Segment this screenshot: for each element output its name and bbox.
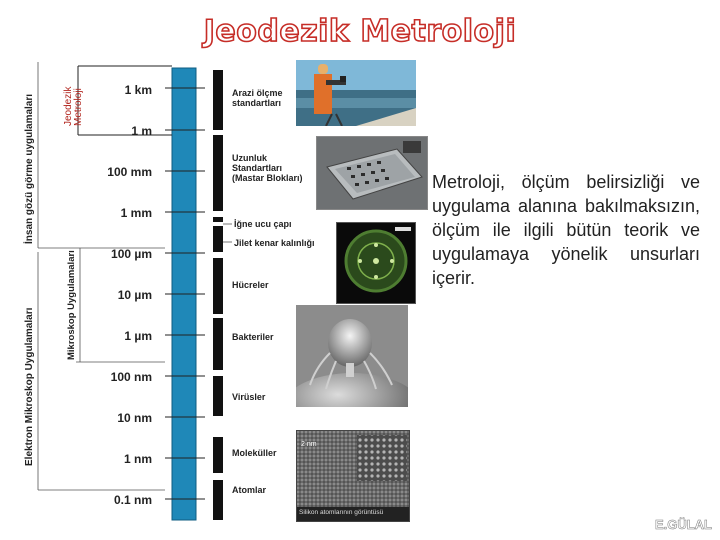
- category-label: İğne ucu çapı: [234, 219, 292, 229]
- pointer-lines: [223, 224, 232, 242]
- page-title: Jeodezik Metroloji: [203, 14, 517, 49]
- category-label: Atomlar: [232, 485, 267, 495]
- tick-label: 1 nm: [123, 452, 152, 466]
- atom-image-photo: [296, 430, 410, 522]
- gauge-blocks-photo: [316, 136, 428, 210]
- electron-microscope-label: Elektron Mikroskop Uygulamaları: [24, 307, 35, 466]
- atom-photo-caption: Silikon atomlarının görüntüsü: [299, 509, 384, 516]
- description-paragraph: Metroloji, ölçüm belirsizliği ve uygulama alanına bakılmaksızın, ölçüm ile ilgili bütün teorik ve uygulamaya yönelik unsurları içerir.: [432, 172, 700, 288]
- category-label: Virüsler: [232, 392, 266, 402]
- tick-label: 10 nm: [117, 411, 152, 425]
- category-label: Uzunluk Standartları (Mastar Blokları): [232, 153, 303, 183]
- category-label: Moleküller: [232, 448, 277, 458]
- microscope-label: Mikroskop Uygulamaları: [66, 250, 77, 360]
- tick-label: 1 mm: [120, 206, 152, 220]
- category-label: Bakteriler: [232, 332, 274, 342]
- author-signature: E.GÜLAL: [654, 517, 712, 532]
- bracket-microscope: [76, 248, 165, 362]
- bacteria-sem-photo: [296, 305, 408, 407]
- tick-label: 1 km: [124, 83, 152, 97]
- cell-microscope-photo: [336, 222, 416, 304]
- tick-label: 100 mm: [107, 165, 152, 179]
- tick-label: 100 nm: [110, 370, 152, 384]
- category-label: Arazi ölçme standartları: [232, 88, 283, 108]
- tick-label: 0.1 nm: [113, 493, 152, 507]
- tick-label: 100 µm: [111, 247, 152, 261]
- naked-eye-label: İnsan gözü görme uygulamaları: [24, 93, 35, 244]
- category-label: Jilet kenar kalınlığı: [234, 238, 315, 248]
- category-label: Hücreler: [232, 280, 269, 290]
- tick-label: 10 µm: [117, 288, 152, 302]
- category-bars: [213, 70, 223, 520]
- tick-label: 1 µm: [124, 329, 152, 343]
- geodetic-label-line1: Jeodezik: [63, 86, 74, 126]
- tick-label: 1 m: [131, 124, 152, 138]
- surveyor-photo: [296, 60, 416, 126]
- atom-scale-label: 2 nm: [301, 441, 317, 448]
- geodetic-label-line2: Metroloji: [73, 88, 84, 126]
